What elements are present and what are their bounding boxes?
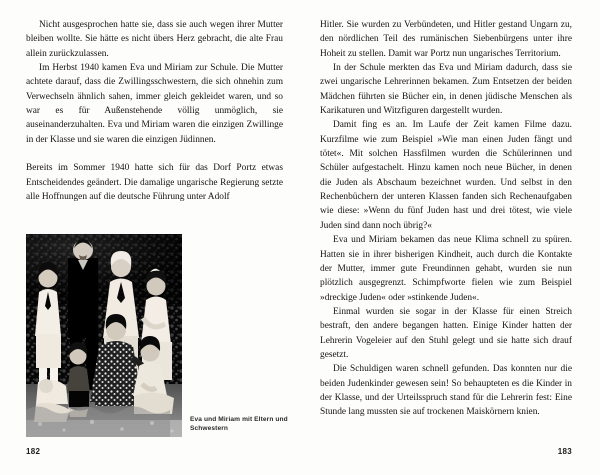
right-page-text-column xyxy=(320,18,572,420)
page-number-right: 183 xyxy=(557,447,572,456)
left-page-text-column xyxy=(26,18,283,204)
paragraph: In der Schule merkten das Eva und Miriam dadurch, dass sie zwei ungarische Lehrerinnen bekamen. Zum Entsetzen der beiden Mädchen führten sie Bücher ein, in denen jüdische Menschen als Karikaturen und Witzfiguren dargestellt wurden. xyxy=(320,63,572,117)
paragraph: Einmal wurden sie sogar in der Klasse für einen Streich bestraft, den andere begangen hatten. Einige Kinder hatten der Lehrerin Vogeleier auf den Stuhl gelegt und sie hatte sich drauf gesetzt. xyxy=(320,306,572,360)
paragraph: Die Schuldigen waren schnell gefunden. Das konnten nur die beiden Judenkinder gewesen sein! So behaupteten es die Kinder in der Klasse, und der Urteilsspruch stand für die Lehrerin fest: Eine Stunde lang mussten sie auf trockenen Maiskörnern knien. xyxy=(320,364,572,418)
photo-caption: Eva und Miriam mit Eltern und Schwestern xyxy=(190,416,288,433)
paragraph: Eva und Miriam bekamen das neue Klima schnell zu spüren. Hatten sie in ihrer bisherigen Kindheit, auch durch die Kontakte der Mutter, immer gute Freundinnen gehabt, wurden sie nun plötzlich ausgegrenzt. Schimpfworte fielen wie zum Beispiel »dreckige Juden« oder »stinkende Juden«. xyxy=(320,235,572,303)
paragraph: Im Herbst 1940 kamen Eva und Miriam zur Schule. Die Mutter achtete darauf, dass die Zwillingsschwestern, die sich ohnehin zum Verwechseln ähnlich sahen, immer gleich gekleidet waren, und so war es für Außenstehende völlig unmöglich, sie auseinanderzuhalten. Eva und Miriam waren die einzigen Zwillinge in der Klasse und sie waren die einzigen Jüdinnen. xyxy=(26,63,283,145)
right-page xyxy=(300,0,600,475)
family-photo-image xyxy=(26,234,182,437)
paragraph: Hitler. Sie wurden zu Verbündeten, und Hitler gestand Ungarn zu, den nördlichen Teil des rumänischen Siebenbürgens unter ihre Hoheit zu stellen. Damit war Portz nun ungarisches Territorium. xyxy=(320,20,572,59)
paragraph: Bereits im Sommer 1940 hatte sich für das Dorf Portz etwas Entscheidendes geändert. Die damalige ungarische Regierung setzte alle Hoffnungen auf die deutsche Führung unter Adolf xyxy=(26,163,283,203)
page-number-left: 182 xyxy=(26,447,41,456)
family-photo-figure xyxy=(26,234,288,437)
paragraph: Nicht ausgesprochen hatte sie, dass sie auch wegen ihrer Mutter bleiben wollte. Sie hätte es nicht übers Herz gebracht, die alte Frau allein zurückzulassen. xyxy=(26,20,283,59)
paragraph: Damit fing es an. Im Laufe der Zeit kamen Filme dazu. Kurzfilme wie zum Beispiel »Wie man einen Juden fängt und tötet«. Mit solchen Hassfilmen wurden die Schülerinnen und Schüler aufgestachelt. Hinzu kamen noch neue Bücher, in denen die Juden als Abschaum bezeichnet wurden. Und selbst in den Rechenbüchern der unteren Klassen fanden sich Rechenaufgaben wie diese: »Wenn du fünf Juden hast und drei tötest, wie viele Juden sind dann noch übrig?« xyxy=(320,120,572,231)
